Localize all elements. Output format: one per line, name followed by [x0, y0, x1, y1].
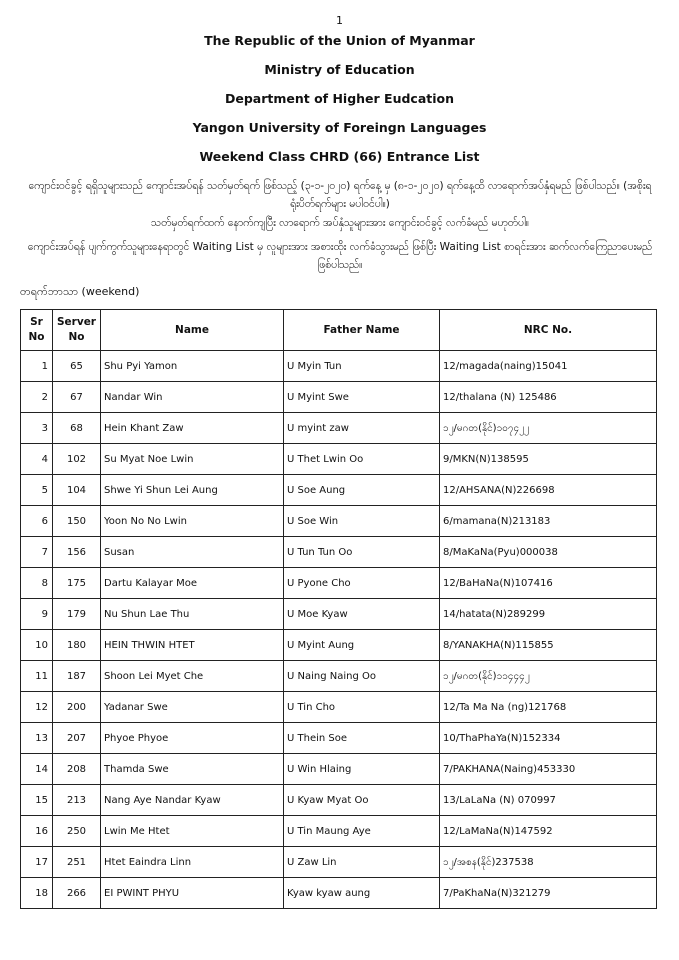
nrc-cell: 7/PaKhaNa(N)321279: [440, 878, 657, 909]
server-no-cell: 104: [53, 475, 101, 506]
sr-cell: 9: [21, 599, 53, 630]
father-name-cell: U Myint Swe: [284, 382, 440, 413]
father-name-cell: U Zaw Lin: [284, 847, 440, 878]
father-name-cell: U Thein Soe: [284, 723, 440, 754]
server-no-cell: 68: [53, 413, 101, 444]
sr-cell: 12: [21, 692, 53, 723]
father-name-cell: U Pyone Cho: [284, 568, 440, 599]
header-sr-no: Sr No: [21, 310, 53, 351]
server-no-cell: 65: [53, 351, 101, 382]
name-cell: Susan: [101, 537, 284, 568]
father-name-cell: U Tun Tun Oo: [284, 537, 440, 568]
nrc-cell: ၁၂/အစန(နိုင်)237538: [440, 847, 657, 878]
header-server-no: Server No: [53, 310, 101, 351]
nrc-cell: 12/AHSANA(N)226698: [440, 475, 657, 506]
name-cell: Nang Aye Nandar Kyaw: [101, 785, 284, 816]
sr-cell: 16: [21, 816, 53, 847]
name-cell: Yadanar Swe: [101, 692, 284, 723]
nrc-cell: 13/LaLaNa (N) 070997: [440, 785, 657, 816]
table-row: [21, 351, 657, 382]
table-row: [21, 630, 657, 661]
header-father-name: Father Name: [284, 310, 440, 351]
nrc-cell: 12/LaMaNa(N)147592: [440, 816, 657, 847]
heading-list-title: Weekend Class CHRD (66) Entrance List: [199, 149, 480, 164]
nrc-cell: 10/ThaPhaYa(N)152334: [440, 723, 657, 754]
name-cell: Lwin Me Htet: [101, 816, 284, 847]
name-cell: Yoon No No Lwin: [101, 506, 284, 537]
table-header-row: [21, 310, 657, 351]
table-row: [21, 413, 657, 444]
nrc-cell: 9/MKN(N)138595: [440, 444, 657, 475]
table-row: [21, 785, 657, 816]
server-no-cell: 179: [53, 599, 101, 630]
table-row: [21, 661, 657, 692]
name-cell: HEIN THWIN HTET: [101, 630, 284, 661]
table-row: [21, 506, 657, 537]
nrc-cell: 8/YANAKHA(N)115855: [440, 630, 657, 661]
sr-cell: 6: [21, 506, 53, 537]
notice-late-rejection: သတ်မှတ်ရက်ထက် နောက်ကျပြီး လာရောက် အပ်နှံသူများအား ကျောင်းဝင်ခွင့် လက်ခံမည် မဟုတ်ပါ။: [151, 217, 529, 229]
sr-cell: 8: [21, 568, 53, 599]
table-row: [21, 382, 657, 413]
server-no-cell: 180: [53, 630, 101, 661]
sr-cell: 17: [21, 847, 53, 878]
server-no-cell: 175: [53, 568, 101, 599]
sr-cell: 4: [21, 444, 53, 475]
server-no-cell: 213: [53, 785, 101, 816]
name-cell: Phyoe Phyoe: [101, 723, 284, 754]
table-row: [21, 847, 657, 878]
server-no-cell: 250: [53, 816, 101, 847]
nrc-cell: 12/Ta Ma Na (ng)121768: [440, 692, 657, 723]
nrc-cell: 12/thalana (N) 125486: [440, 382, 657, 413]
server-no-cell: 150: [53, 506, 101, 537]
server-no-cell: 156: [53, 537, 101, 568]
section-label: တရက်ဘာသာ (weekend): [20, 285, 140, 298]
sr-cell: 7: [21, 537, 53, 568]
father-name-cell: U Thet Lwin Oo: [284, 444, 440, 475]
sr-cell: 2: [21, 382, 53, 413]
sr-cell: 11: [21, 661, 53, 692]
notice-registration-period: ကျောင်းဝင်ခွင့် ရရှိသူများသည် ကျောင်းအပ်ရန် သတ်မှတ်ရက် ဖြစ်သည့် (၃-၁-၂၀၂၀) ရက်နေ့ မှ (၈-၁-၂၀၂၀) ရက်နေ့ထိ လာရောက်အပ်နှံရမည် ဖြစ်ပါသည်။ (အစိုးရရုံးပိတ်ရက်များ မပါဝင်ပါ။): [28, 180, 652, 210]
sr-cell: 10: [21, 630, 53, 661]
page-number: 1: [336, 14, 343, 27]
table-row: [21, 568, 657, 599]
server-no-cell: 207: [53, 723, 101, 754]
header-nrc-no: NRC No.: [440, 310, 657, 351]
table-row: [21, 816, 657, 847]
sr-cell: 3: [21, 413, 53, 444]
nrc-cell: 14/hatata(N)289299: [440, 599, 657, 630]
server-no-cell: 200: [53, 692, 101, 723]
father-name-cell: U Soe Win: [284, 506, 440, 537]
name-cell: Nu Shun Lae Thu: [101, 599, 284, 630]
nrc-cell: ၁၂/မဂတ(နိုင်)၁၀၇၄၂၂: [440, 413, 657, 444]
name-cell: Shwe Yi Shun Lei Aung: [101, 475, 284, 506]
heading-republic: The Republic of the Union of Myanmar: [204, 33, 475, 48]
sr-cell: 14: [21, 754, 53, 785]
table-row: [21, 475, 657, 506]
father-name-cell: Kyaw kyaw aung: [284, 878, 440, 909]
header-name: Name: [101, 310, 284, 351]
server-no-cell: 266: [53, 878, 101, 909]
father-name-cell: U Win Hlaing: [284, 754, 440, 785]
father-name-cell: U Myint Aung: [284, 630, 440, 661]
sr-cell: 1: [21, 351, 53, 382]
heading-department: Department of Higher Eudcation: [224, 91, 455, 106]
table-row: [21, 444, 657, 475]
father-name-cell: U Moe Kyaw: [284, 599, 440, 630]
sr-cell: 13: [21, 723, 53, 754]
sr-cell: 15: [21, 785, 53, 816]
name-cell: EI PWINT PHYU: [101, 878, 284, 909]
heading-university: Yangon University of Foreingn Languages: [192, 120, 487, 135]
name-cell: Htet Eaindra Linn: [101, 847, 284, 878]
nrc-cell: 6/mamana(N)213183: [440, 506, 657, 537]
server-no-cell: 208: [53, 754, 101, 785]
table-row: [21, 754, 657, 785]
name-cell: Shu Pyi Yamon: [101, 351, 284, 382]
server-no-cell: 102: [53, 444, 101, 475]
father-name-cell: U myint zaw: [284, 413, 440, 444]
server-no-cell: 251: [53, 847, 101, 878]
father-name-cell: U Soe Aung: [284, 475, 440, 506]
sr-cell: 18: [21, 878, 53, 909]
nrc-cell: 12/BaHaNa(N)107416: [440, 568, 657, 599]
server-no-cell: 187: [53, 661, 101, 692]
name-cell: Shoon Lei Myet Che: [101, 661, 284, 692]
table-row: [21, 692, 657, 723]
table-row: [21, 878, 657, 909]
table-row: [21, 599, 657, 630]
notice-waiting-list: ကျောင်းအပ်ရန် ပျက်ကွက်သူများနေရာတွင် Waiting List မှ လူများအား အစားထိုး လက်ခံသွားမည် ဖြစ်ပြီး Waiting List စာရင်းအား ဆက်လက်ကြေညာပေးမည် ဖြစ်ပါသည်။: [27, 241, 653, 271]
father-name-cell: U Naing Naing Oo: [284, 661, 440, 692]
father-name-cell: U Tin Cho: [284, 692, 440, 723]
document-header: [0, 32, 679, 177]
table-row: [21, 723, 657, 754]
father-name-cell: U Tin Maung Aye: [284, 816, 440, 847]
name-cell: Hein Khant Zaw: [101, 413, 284, 444]
table-row: [21, 537, 657, 568]
heading-ministry: Ministry of Education: [264, 62, 415, 77]
name-cell: Dartu Kalayar Moe: [101, 568, 284, 599]
nrc-cell: ၁၂/မဂတ(နိုင်)၁၁၄၄၄၂: [440, 661, 657, 692]
nrc-cell: 7/PAKHANA(Naing)453330: [440, 754, 657, 785]
server-no-cell: 67: [53, 382, 101, 413]
name-cell: Nandar Win: [101, 382, 284, 413]
name-cell: Su Myat Noe Lwin: [101, 444, 284, 475]
name-cell: Thamda Swe: [101, 754, 284, 785]
father-name-cell: U Kyaw Myat Oo: [284, 785, 440, 816]
nrc-cell: 12/magada(naing)15041: [440, 351, 657, 382]
sr-cell: 5: [21, 475, 53, 506]
nrc-cell: 8/MaKaNa(Pyu)000038: [440, 537, 657, 568]
father-name-cell: U Myin Tun: [284, 351, 440, 382]
entrance-list-table: [20, 309, 657, 909]
